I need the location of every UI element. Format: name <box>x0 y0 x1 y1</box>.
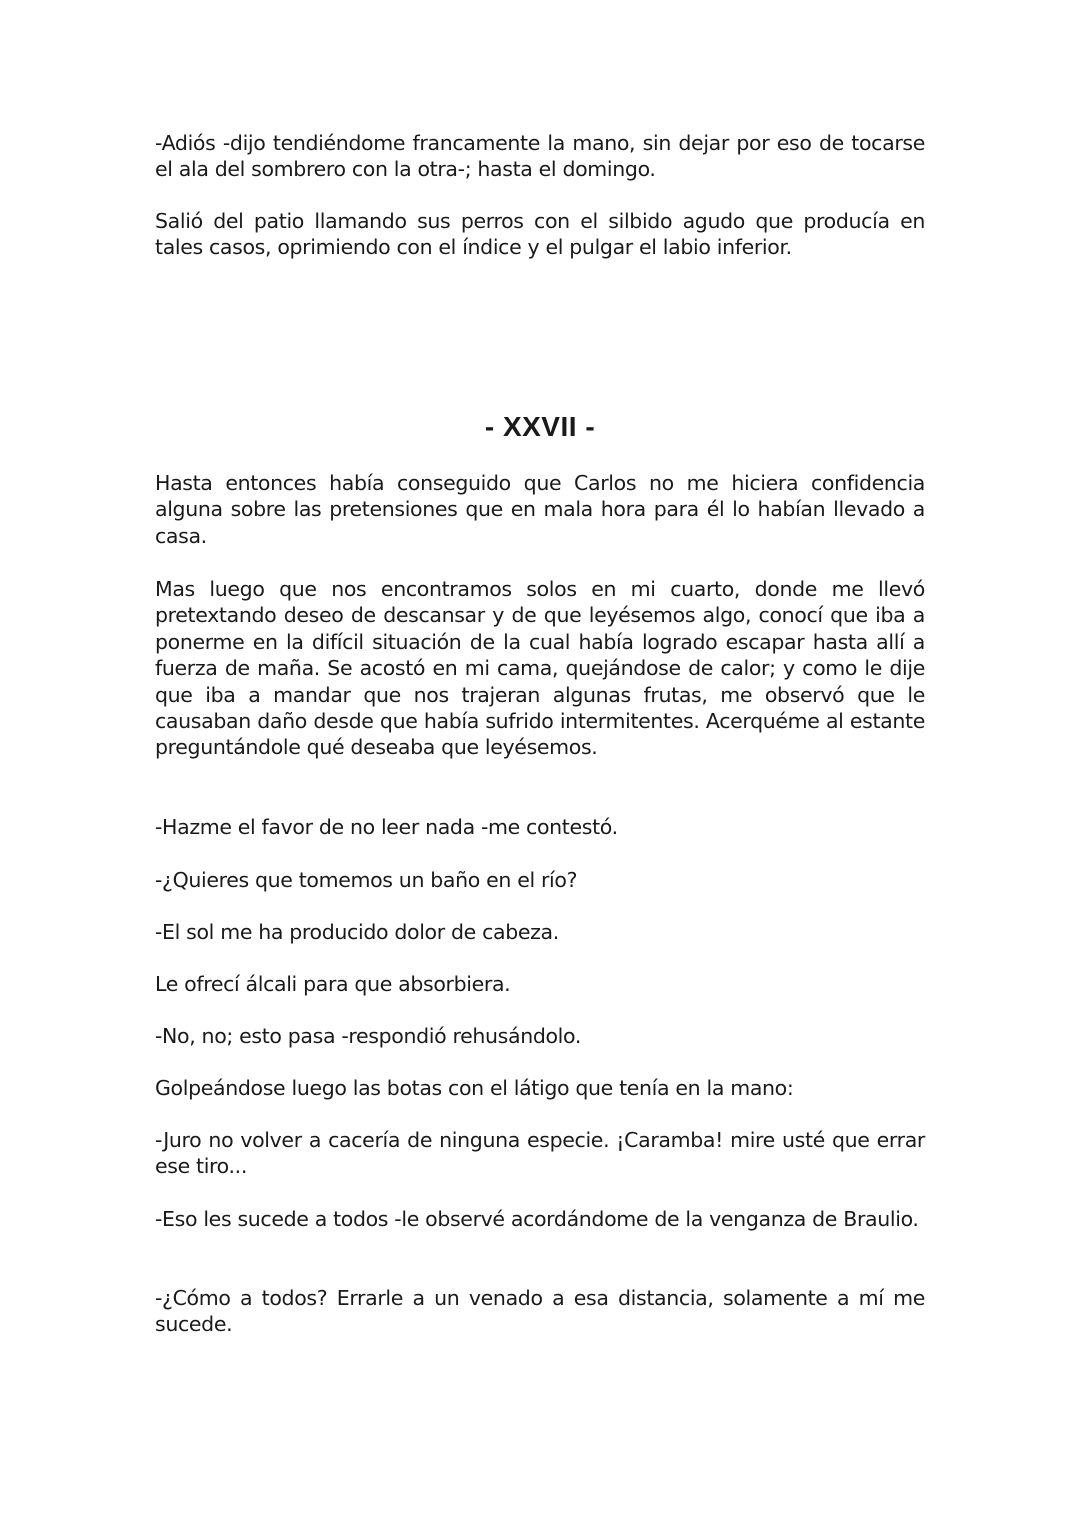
paragraph-dialogue: -Hazme el favor de no leer nada -me contestó. <box>155 815 618 839</box>
paragraph-alone-in-room: Mas luego que nos encontramos solos en mi cuarto, donde me llevó pretextando deseo de descansar y de que leyésemos algo, conocí que iba a ponerme en la difícil situación de la cual había logrado escapar hasta allí a fuerza de maña. Se acostó en mi cama, quejándose de calor; y como le dije que iba a mandar que nos trajeran algunas frutas, me observó que le causaban daño desde que había sufrido intermitentes. Acerquéme al estante preguntándole qué deseaba que leyésemos. <box>155 577 925 760</box>
paragraph-narration: Golpeándose luego las botas con el látigo que tenía en la mano: <box>155 1076 794 1100</box>
paragraph-dialogue: -¿Cómo a todos? Errarle a un venado a esa distancia, solamente a mí me sucede. <box>155 1286 925 1337</box>
paragraph-dialogue: -¿Quieres que tomemos un baño en el río? <box>155 868 578 892</box>
paragraph-dialogue: -Juro no volver a cacería de ninguna especie. ¡Caramba! mire usté que errar ese tiro... <box>155 1128 925 1179</box>
paragraph-dialogue: -El sol me ha producido dolor de cabeza. <box>155 920 559 944</box>
paragraph-leaves-patio: Salió del patio llamando sus perros con el silbido agudo que producía en tales casos, oprimiendo con el índice y el pulgar el labio inferior. <box>155 209 925 260</box>
paragraph-farewell: -Adiós -dijo tendiéndome francamente la mano, sin dejar por eso de tocarse el ala del sombrero con la otra-; hasta el domingo. <box>155 131 925 182</box>
paragraph-narration: Le ofrecí álcali para que absorbiera. <box>155 972 511 996</box>
paragraph-carlos-confidence: Hasta entonces había conseguido que Carlos no me hiciera confidencia alguna sobre las pretensiones que en mala hora para él lo habían llevado a casa. <box>155 471 925 548</box>
chapter-heading: - XXVII - <box>484 411 596 442</box>
paragraph-dialogue: -Eso les sucede a todos -le observé acordándome de la venganza de Braulio. <box>155 1207 919 1231</box>
paragraph-dialogue: -No, no; esto pasa -respondió rehusándolo. <box>155 1024 582 1048</box>
